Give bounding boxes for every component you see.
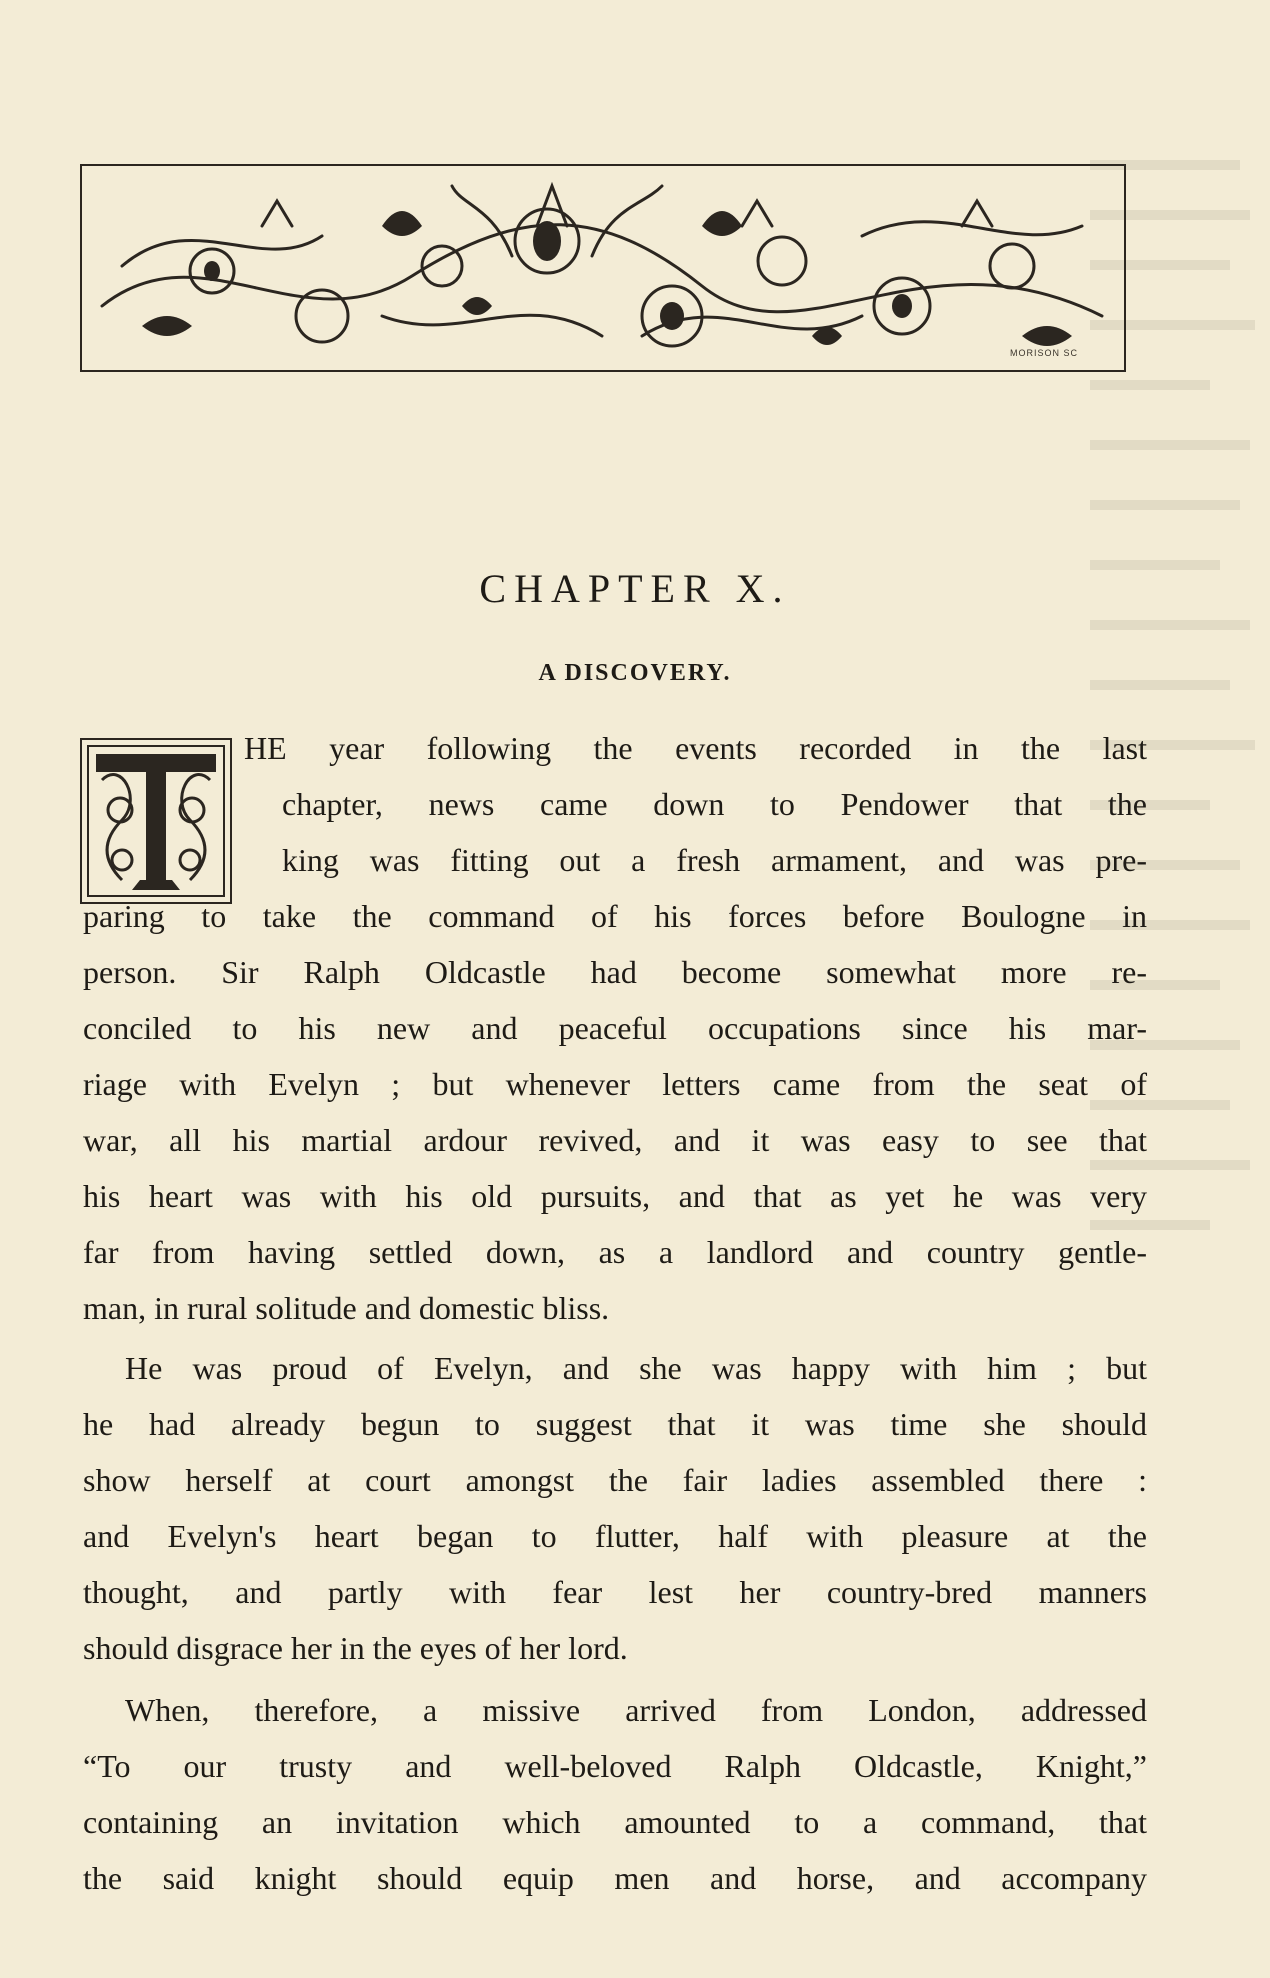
text-line: his heart was with his old pursuits, and that as yet he was very — [83, 1178, 1147, 1214]
text-line: He was proud of Evelyn, and she was happy with him ; but — [125, 1350, 1147, 1386]
text-line: he had already begun to suggest that it was time she should — [83, 1406, 1147, 1442]
text-line: person. Sir Ralph Oldcastle had become somewhat more re- — [83, 954, 1147, 990]
chapter-subtitle: A DISCOVERY. — [538, 660, 732, 686]
text-line: containing an invitation which amounted to a command, that — [83, 1804, 1147, 1840]
text-line: HE year following the events recorded in the last — [244, 730, 1147, 766]
ornamental-initial-T-icon — [82, 740, 230, 902]
text-line: king was fitting out a fresh armament, and was pre- — [282, 842, 1147, 878]
text-line: thought, and partly with fear lest her country-bred manners — [83, 1574, 1147, 1610]
chapter-headpiece — [80, 164, 1126, 372]
text-line: show herself at court amongst the fair ladies assembled there : — [83, 1462, 1147, 1498]
text-line: should disgrace her in the eyes of her lord. — [83, 1630, 628, 1666]
drop-cap — [80, 738, 232, 904]
text-line: riage with Evelyn ; but whenever letters came from the seat of — [83, 1066, 1147, 1102]
text-line: and Evelyn's heart began to flutter, half with pleasure at the — [83, 1518, 1147, 1554]
text-line: conciled to his new and peaceful occupations since his mar- — [83, 1010, 1147, 1046]
text-line: man, in rural solitude and domestic bliss. — [83, 1290, 610, 1326]
text-line: chapter, news came down to Pendower that the — [282, 786, 1147, 822]
chapter-title: CHAPTER X. — [479, 566, 791, 611]
text-line: When, therefore, a missive arrived from London, addressed — [125, 1692, 1147, 1728]
text-line: the said knight should equip men and horse, and accompany — [83, 1860, 1147, 1896]
text-line: far from having settled down, as a landlord and country gentle- — [83, 1234, 1147, 1270]
text-line: war, all his martial ardour revived, and it was easy to see that — [83, 1122, 1147, 1158]
text-line: paring to take the command of his forces before Boulogne in — [83, 898, 1147, 934]
engraver-signature: MORISON SC — [1009, 348, 1078, 358]
text-line: “To our trusty and well-beloved Ralph Oldcastle, Knight,” — [83, 1748, 1147, 1784]
floral-scroll-ornament-icon — [82, 166, 1124, 370]
